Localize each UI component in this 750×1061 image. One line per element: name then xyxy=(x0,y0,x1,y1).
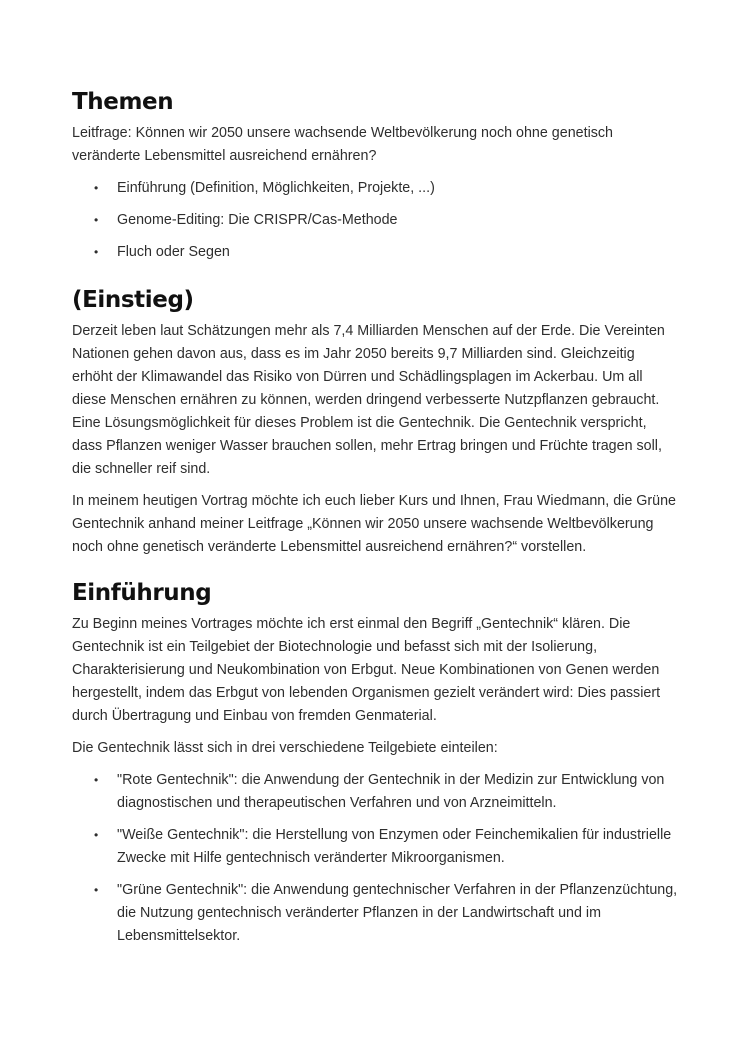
list-item xyxy=(72,177,678,200)
section-heading: Themen xyxy=(72,89,174,115)
body-paragraph: In meinem heutigen Vortrag möchte ich euch lieber Kurs und Ihnen, Frau Wiedmann, die Grüne Gentechnik anhand meiner Leitfrage „Können wir 2050 unsere wachsende Weltbevölkerung noch ohne genetisch veränderte Lebensmittel ausreichend ernähren?“ vorstellen. xyxy=(72,493,676,555)
list-item xyxy=(72,824,678,870)
section-themen xyxy=(72,82,678,264)
list-item-text: "Weiße Gentechnik": die Herstellung von Enzymen oder Feinchemikalien für industrielle Zwecke mit Hilfe gentechnisch veränderter Mikroorganismen. xyxy=(117,827,672,866)
leitfrage-paragraph: Leitfrage: Können wir 2050 unsere wachsende Weltbevölkerung noch ohne genetisch veränderte Lebensmittel ausreichend ernähren? xyxy=(72,125,613,164)
bullet-icon: • xyxy=(94,213,99,227)
bullet-icon: • xyxy=(94,181,99,195)
list-item-text: "Grüne Gentechnik": die Anwendung gentechnischer Verfahren in der Pflanzenzüchtung, die Nutzung gentechnisch veränderter Pflanzen in der Landwirtschaft und im Lebensmittelsektor. xyxy=(117,882,678,944)
bullet-icon: • xyxy=(94,828,99,842)
section-heading: (Einstieg) xyxy=(72,287,194,313)
bullet-icon: • xyxy=(94,245,99,259)
list-item-text: "Rote Gentechnik": die Anwendung der Gentechnik in der Medizin zur Entwicklung von diagnostischen und therapeutischen Verfahren und von Arzneimitteln. xyxy=(117,772,665,811)
document-page xyxy=(72,82,678,948)
list-item-text: Einführung (Definition, Möglichkeiten, Projekte, ...) xyxy=(117,180,435,196)
body-paragraph: Zu Beginn meines Vortrages möchte ich erst einmal den Begriff „Gentechnik“ klären. Die Gentechnik ist ein Teilgebiet der Biotechnologie und befasst sich mit der Isolierung, Charakterisierung und Neukombination von Erbgut. Neue Kombinationen von Genen werden hergestellt, indem das Erbgut von lebenden Organismen gezielt verändert wird: Dies passiert durch Übertragung und Einbau von fremden Genmaterial. xyxy=(72,616,661,724)
section-heading: Einführung xyxy=(72,580,212,606)
body-paragraph: Derzeit leben laut Schätzungen mehr als 7,4 Milliarden Menschen auf der Erde. Die Vereinten Nationen gehen davon aus, dass es im Jahr 2050 bereits 9,7 Milliarden sind. Gleichzeitig erhöht der Klimawandel das Risiko von Dürren und Schädlingsplagen im Ackerbau. Um all diese Menschen ernähren zu können, werden dringend verbesserte Nutzpflanzen gebraucht. Eine Lösungsmöglichkeit für dieses Problem ist die Gentechnik. Die Gentechnik verspricht, dass Pflanzen weniger Wasser brauchen sollen, mehr Ertrag bringen und Früchte tragen soll, die schneller reif sind. xyxy=(72,323,665,477)
section-einfuehrung xyxy=(72,573,678,948)
section-einstieg xyxy=(72,280,678,559)
gentechnik-types-list xyxy=(72,769,678,948)
body-paragraph: Die Gentechnik lässt sich in drei verschiedene Teilgebiete einteilen: xyxy=(72,740,498,756)
bullet-icon: • xyxy=(94,773,99,787)
list-item xyxy=(72,769,678,815)
list-item-text: Genome-Editing: Die CRISPR/Cas-Methode xyxy=(117,212,398,228)
topic-list xyxy=(72,177,678,264)
list-item xyxy=(72,241,678,264)
list-item xyxy=(72,209,678,232)
list-item xyxy=(72,879,678,948)
bullet-icon: • xyxy=(94,883,99,897)
list-item-text: Fluch oder Segen xyxy=(117,244,230,260)
